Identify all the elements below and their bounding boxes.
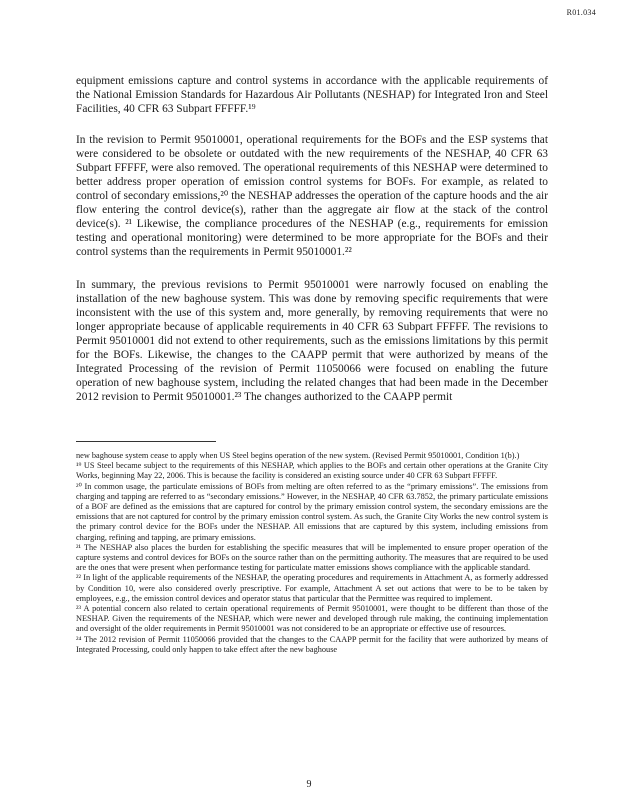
paragraph-text: In the revision to Permit 95010001, operational requirements for the BOFs and the ESP systems that were considered to be obsolete or outdated with the new requirements of the NESHAP, 40 CFR 63 Subpart FFFFF, were also removed. The operational requirements of this NESHAP were determined to better address proper operation of emission control systems for BOFs. For example, as related to control of secondary emissions,²⁰ the NESHAP addresses the operation of the capture hoods and the air flow entering the control device(s), rather than the aggregate air flow at the stack of the control device(s). ²¹ Likewise, the compliance procedures of the NESHAP (e.g., requirements for emission testing and operational monitoring) were determined to be more appropriate for the BOFs and their control systems than the requirements in Permit 95010001.²² [76, 134, 548, 258]
bates-number: R01.034 [566, 8, 596, 17]
body-paragraph [76, 74, 548, 116]
page-number: 9 [306, 779, 312, 790]
footnotes [76, 451, 548, 655]
footnote: ¹⁹ US Steel became subject to the requirements of this NESHAP, which applies to the BOFs and certain other operations at the Granite City Works, beginning May 22, 2006. This is because the facility is considered an existing source under 40 CFR 63 Subpart FFFFF. [76, 461, 548, 481]
footnote: ²⁰ In common usage, the particulate emissions of BOFs from melting are often referred to as the “primary emissions”. The emissions from charging and tapping are referred to as “secondary emissions.” However, in the NESHAP, 40 CFR 63.7852, the primary particulate emissions of a BOF are defined as the emissions that are captured for control by the primary emission control system, the secondary emissions are the emissions that are not captured for control by the primary emission control system. As such, the Granite City Works the new control system is the primary control device for the BOFs under the NESHAP. All emissions that are captured by this system, including emissions from charging, refining and tapping, are primary emissions. [76, 481, 548, 542]
paragraph-text: equipment emissions capture and control systems in accordance with the applicable requirements of the National Emission Standards for Hazardous Air Pollutants (NESHAP) for Integrated Iron and Steel Facilities, 40 CFR 63 Subpart FFFFF.¹⁹ [76, 75, 548, 115]
footnote: new baghouse system cease to apply when US Steel begins operation of the new system. (Revised Permit 95010001, Condition 1(b).) [76, 451, 520, 460]
footnote: ²⁴ The 2012 revision of Permit 11050066 provided that the changes to the CAAPP permit for the facility that were authorized by means of Integrated Processing, could only happen to take effect after the new baghouse [76, 634, 548, 654]
body-paragraph [76, 133, 548, 259]
footnote: ²¹ The NESHAP also places the burden for establishing the specific measures that will be implemented to ensure proper operation of the capture systems and control devices for BOFs on the source rather than on the permitting authority. The measures that are required to be used are the ones that were present when performance testing for particulate matter emissions shows compliance with the applicable standard. [76, 542, 548, 573]
footnote: ²² In light of the applicable requirements of the NESHAP, the operating procedures and requirements in Attachment A, as formerly addressed by Condition 10, were also considered overly prescriptive. For example, Attachment A set out actions that were to be to be taken by employees, e.g., the emission control devices and operator status that particular that the Permittee was required to implement. [76, 573, 548, 603]
body-paragraph [76, 278, 548, 404]
paragraph-text: In summary, the previous revisions to Permit 95010001 were narrowly focused on enabling the installation of the new baghouse system. This was done by removing specific requirements that were inconsistent with the use of this system and, more generally, by removing requirements that were no longer appropriate because of applicable requirements in 40 CFR 63 Subpart FFFFF. The revisions to Permit 95010001 did not extend to other requirements, such as the emissions limitations by this permit for the BOFs. Likewise, the changes to the CAAPP permit that were authorized by means of the Integrated Processing of the revision of Permit 11050066 were focused on enabling the future operation of new baghouse system, including the related changes that had been made in the December 2012 revision to Permit 95010001.²³ The changes authorized to the CAAPP permit [76, 279, 548, 403]
footnote: ²³ A potential concern also related to certain operational requirements of Permit 95010001, were thought to be different than those of the NESHAP. Given the requirements of the NESHAP, which were newer and developed through rule making, the continuing implementation and oversight of the older requirements in Permit 95010001 was not considered to be an appropriate or effective use of resources. [76, 604, 548, 634]
footnote-divider [76, 441, 216, 442]
